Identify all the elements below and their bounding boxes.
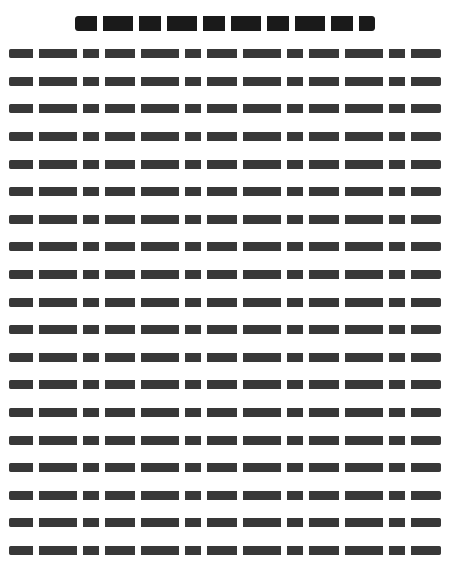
article-text-line [8,68,441,96]
article-text-line [8,123,441,151]
article-text-line-ink [9,187,441,196]
article-text-line [8,288,441,316]
article-text-line [8,178,441,206]
article-text-line-ink [9,546,441,555]
article-text-line-ink [9,49,441,58]
article-text-line [8,454,441,482]
article-text-line-ink [9,436,441,445]
article-text-line [8,206,441,234]
article-text-line [8,150,441,178]
article-text-line [8,426,441,454]
article-text-line [8,316,441,344]
article-text-line-ink [9,242,441,251]
article-text-line-ink [9,160,441,169]
article-text-line-ink [9,215,441,224]
article-text-line-ink [9,380,441,389]
article-text-line [8,509,441,537]
article-text-line [8,261,441,289]
article-text-line-ink [9,270,441,279]
article-text-line-ink [9,132,441,141]
article-text-line [8,482,441,510]
article-text-line [8,95,441,123]
article-text-line-ink [9,518,441,527]
article-text-line-ink [9,325,441,334]
article-text-line-ink [9,77,441,86]
article-text-line-ink [9,491,441,500]
article-text-line [8,40,441,68]
headline [8,6,441,40]
article-text-line [8,233,441,261]
article-text-line-ink [9,353,441,362]
article-text-line [8,399,441,427]
headline-text-placeholder [75,16,375,31]
article-text-line-ink [9,463,441,472]
article-text-line [8,371,441,399]
article-text-line-ink [9,298,441,307]
article-text-line [8,344,441,372]
article-body [8,40,441,564]
article-text-line-ink [9,104,441,113]
article-text-line-ink [9,408,441,417]
article-text-line [8,537,441,564]
